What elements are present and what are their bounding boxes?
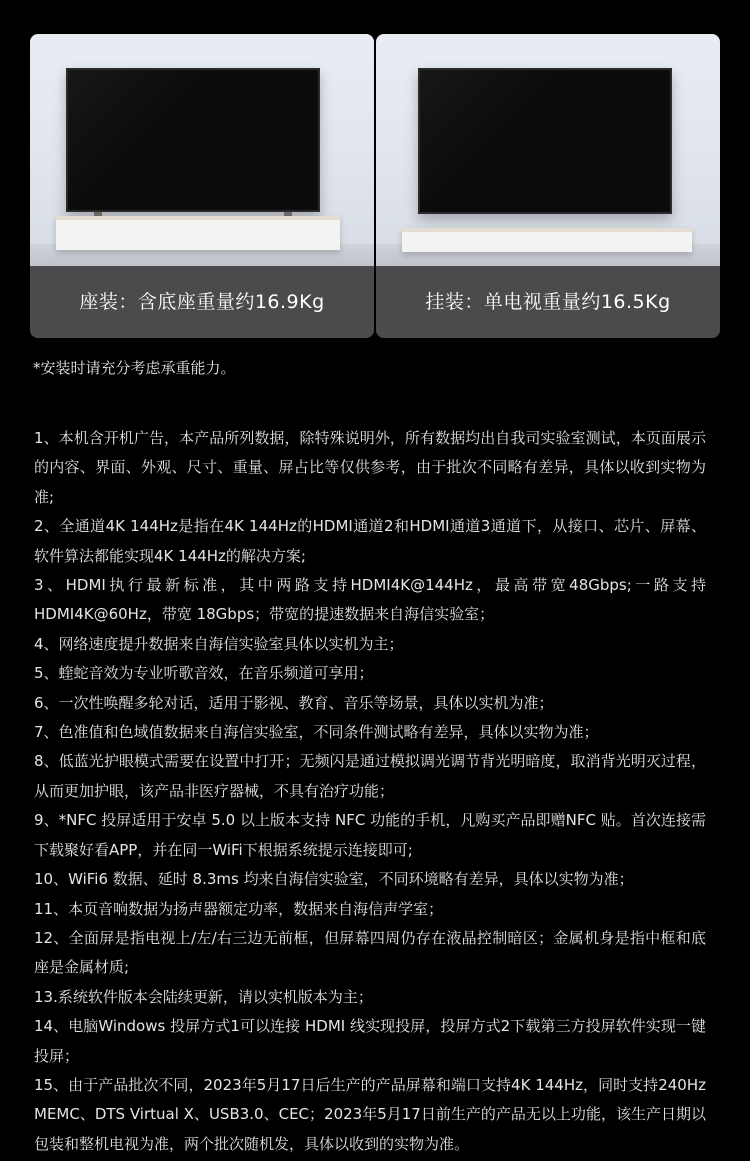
disclaimer-item: 4、网络速度提升数据来自海信实验室具体以实机为主；	[34, 634, 404, 653]
disclaimer-item: 9、*NFC 投屏适用于安卓 5.0 以上版本支持 NFC 功能的手机，凡购买产品即赠NFC 贴。首次连接需下载聚好看APP，并在同一WiFi下根据系统提示连接即可;	[34, 811, 706, 859]
seat-install-image	[30, 34, 374, 266]
disclaimer-item: 5、蝰蛇音效为专业听歌音效，在音乐频道可享用；	[34, 664, 374, 683]
disclaimer-item: 1、本机含开机广告，本产品所列数据，除特殊说明外，所有数据均出自我司实验室测试，本页面展示的内容、界面、外观、尺寸、重量、屏占比等仅供参考，由于批次不同略有差异，具体以收到实物为准;	[34, 429, 706, 506]
disclaimer-item: 10、WiFi6 数据、延时 8.3ms 均来自海信实验室，不同环境略有差异，具体以实物为准；	[34, 870, 634, 889]
disclaimer-item: 8、低蓝光护眼模式需要在设置中打开；无频闪是通过模拟调光调节背光明暗度，取消背光明灭过程，从而更加护眼，该产品非医疗器械，不具有治疗功能；	[34, 752, 706, 800]
disclaimer-item: 7、色准值和色域值数据来自海信实验室，不同条件测试略有差异，具体以实物为准；	[34, 723, 599, 742]
wall-install-image	[376, 34, 720, 266]
tv-cabinet	[56, 216, 340, 250]
disclaimer-item: 15、由于产品批次不同，2023年5月17日后生产的产品屏幕和端口支持4K 144Hz，同时支持240Hz MEMC、DTS Virtual X、USB3.0、CEC；2023年5月17日前生产的产品无以上功能，该生产日期以包装和整机电视为准，两个批次随机发，具体以收到的实物为准。	[34, 1075, 706, 1153]
disclaimer-item: 11、本页音响数据为扬声器额定功率，数据来自海信声学室；	[34, 899, 444, 918]
disclaimer-item: 14、电脑Windows 投屏方式1可以连接 HDMI 线实现投屏，投屏方式2下载第三方投屏软件实现一键投屏；	[34, 1017, 706, 1065]
disclaimer-item: 13.系统软件版本会陆续更新，请以实机版本为主；	[34, 987, 373, 1006]
seat-install-card	[30, 34, 374, 338]
tv-screen	[66, 68, 320, 212]
disclaimer-item: 3、HDMI执行最新标准，其中两路支持HDMI4K@144Hz，最高带宽48Gbps;一路支持 HDMI4K@60Hz，带宽 18Gbps；带宽的提速数据来自海信实验室；	[34, 576, 706, 624]
disclaimer-item: 6、一次性唤醒多轮对话，适用于影视、教育、音乐等场景，具体以实机为准；	[34, 693, 554, 712]
seat-install-caption: 座装：含底座重量约16.9Kg	[30, 266, 374, 338]
install-note: *安装时请充分考虑承重能力。	[33, 359, 236, 377]
wall-install-card	[376, 34, 720, 338]
tv-screen	[418, 68, 672, 214]
tv-cabinet	[402, 228, 692, 252]
disclaimer-item: 2、全通道4K 144Hz是指在4K 144Hz的HDMI通道2和HDMI通道3通道下，从接口、芯片、屏幕、软件算法都能实现4K 144Hz的解决方案;	[34, 517, 706, 565]
disclaimer-list	[34, 424, 706, 1159]
disclaimer-item: 12、全面屏是指电视上/左/右三边无前框，但屏幕四周仍存在液晶控制暗区；金属机身是指中框和底座是金属材质;	[34, 928, 706, 977]
wall-install-caption: 挂装：单电视重量约16.5Kg	[376, 266, 720, 338]
